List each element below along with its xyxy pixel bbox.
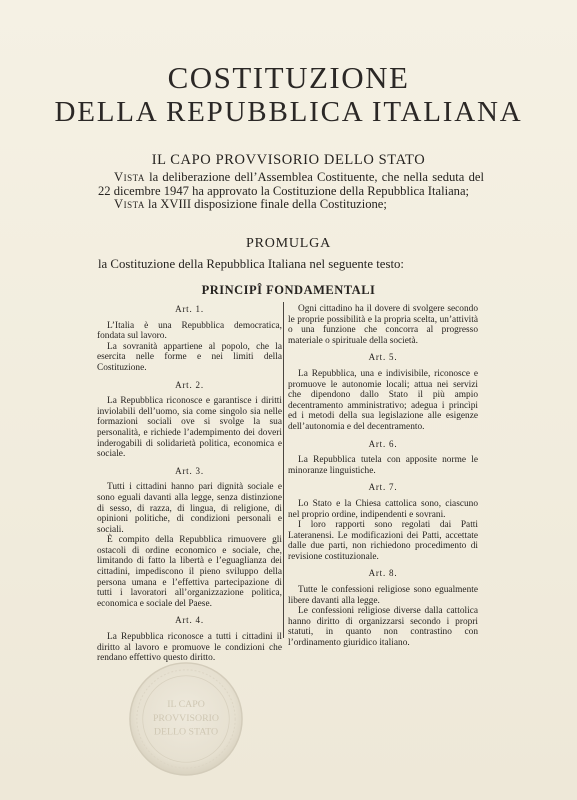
article-paragraph: È compito della Repubblica rimuovere gli ostacoli di ordine economico e sociale, che, limitando di fatto la libertà e l’eguaglianza dei cittadini, impediscono il pieno sviluppo della persona umana e l’effettiva partecipazione di tutti i lavoratori all’organizzazione politica, economica e sociale del Paese. xyxy=(97,535,282,609)
preamble-lead: Vista xyxy=(114,197,145,211)
article-heading: Art. 4. xyxy=(175,615,204,626)
article-heading: Art. 1. xyxy=(175,304,204,314)
article-paragraph: L’Italia è una Repubblica democratica, fondata sul lavoro. xyxy=(97,320,282,342)
article-paragraph: La Repubblica, una e indivisibile, riconosce e promuove le autonomie locali; attua nei servizi che dipendono dallo Stato il più ampio decentramento amministrativo; adegua i princìpi ed i metodi della sua legislazione alle esigenze dell’autonomia e del decentramento. xyxy=(288,368,478,432)
article-paragraph: Ogni cittadino ha il dovere di svolgere secondo le proprie possibilità e la propria scelta, un’attività o una funzione che concorra al progresso materiale o spirituale della società. xyxy=(288,304,478,346)
preamble-paragraph xyxy=(98,171,484,198)
preamble xyxy=(98,171,484,212)
article-heading: Art. 8. xyxy=(368,568,398,579)
right-column xyxy=(288,304,478,649)
column-divider xyxy=(283,302,284,638)
article-paragraph: La Repubblica tutela con apposite norme le minoranze linguistiche. xyxy=(288,455,478,476)
seal-line: IL CAPO xyxy=(167,699,205,711)
article-heading: Art. 6. xyxy=(368,438,398,449)
article-paragraph: Tutti i cittadini hanno pari dignità sociale e sono eguali davanti alla legge, senza distinzione di sesso, di razza, di lingua, di religione, di opinioni politiche, di condizioni personali e sociali. xyxy=(97,482,282,535)
preamble-paragraph xyxy=(98,198,484,212)
article-paragraph: I loro rapporti sono regolati dai Patti Lateranensi. Le modificazioni dei Patti, accettate dalle due parti, non richiedono procedimento di revisione costituzionale. xyxy=(288,520,478,562)
seal-line: DELLO STATO xyxy=(153,726,219,738)
document-title-line2: DELLA REPUBBLICA ITALIANA xyxy=(54,96,523,128)
capo-heading: IL CAPO PROVVISORIO DELLO STATO xyxy=(151,152,426,168)
article-paragraph: Lo Stato e la Chiesa cattolica sono, ciascuno nel proprio ordine, indipendenti e sovrani. xyxy=(288,498,478,520)
article-paragraph: La sovranità appartiene al popolo, che la esercita nelle forme e nei limiti della Costituzione. xyxy=(97,341,282,373)
embossed-seal xyxy=(127,660,245,778)
article-paragraph: Le confessioni religiose diverse dalla cattolica hanno diritto di organizzarsi secondo i propri statuti, in quanto non contrastino con l’ordinamento giuridico italiano. xyxy=(288,606,478,649)
left-column xyxy=(97,304,282,664)
article-heading: Art. 3. xyxy=(175,465,204,476)
preamble-text: la deliberazione dell’Assemblea Costituente, che nella seduta del 22 dicembre 1947 ha approvato la Costituzione della Repubblica Italiana; xyxy=(98,170,484,198)
promulga-heading: PROMULGA xyxy=(246,236,331,251)
seal-line: PROVVISORIO xyxy=(152,712,220,724)
article-heading: Art. 7. xyxy=(368,482,398,493)
promulga-text: la Costituzione della Repubblica Italiana nel seguente testo: xyxy=(98,257,404,271)
article-paragraph: La Repubblica riconosce e garantisce i diritti inviolabili dell’uomo, sia come singolo sia nelle formazioni sociali ove si svolge la sua personalità, e richiede l’adempimento dei doveri inderogabili di solidarietà politica, economica e sociale. xyxy=(97,396,282,460)
preamble-lead: Vista xyxy=(114,170,145,184)
document-title-line1: COSTITUZIONE xyxy=(167,60,410,95)
section-title: PRINCIPÎ FONDAMENTALI xyxy=(201,283,376,297)
article-heading: Art. 5. xyxy=(368,352,398,363)
article-paragraph: La Repubblica riconosce a tutti i cittadini il diritto al lavoro e promuove le condizioni che rendano effettivo questo diritto. xyxy=(97,632,282,664)
preamble-text: la XVIII disposizione finale della Costituzione; xyxy=(144,197,387,211)
article-heading: Art. 2. xyxy=(175,379,204,390)
article-paragraph: Tutte le confessioni religiose sono egualmente libere davanti alla legge. xyxy=(288,585,478,606)
